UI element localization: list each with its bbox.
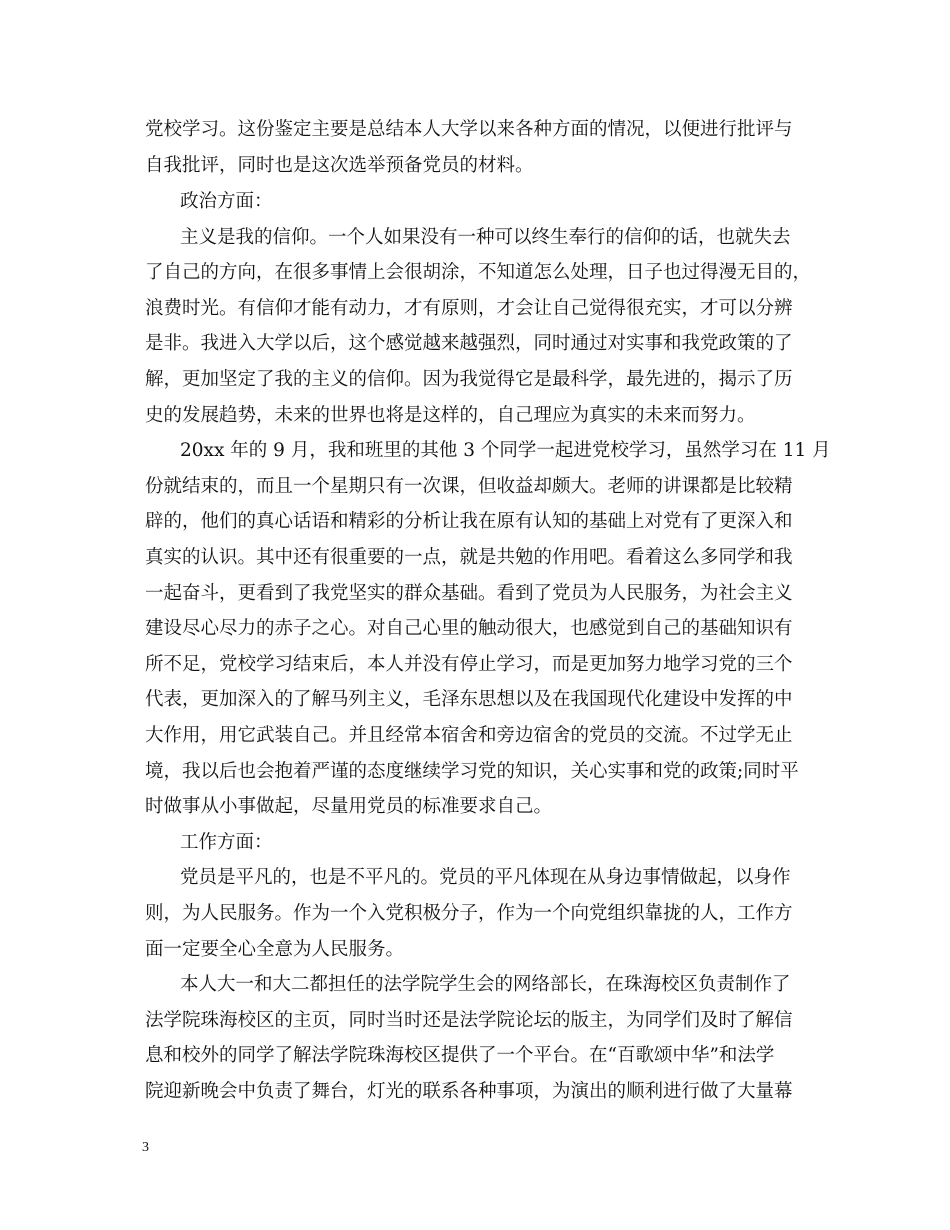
text-line: 党员是平凡的，也是不平凡的。党员的平凡体现在从身边事情做起，以身作	[180, 867, 791, 888]
text-line: 党校学习。这份鉴定主要是总结本人大学以来各种方面的情况，以便进行批评与	[145, 119, 793, 140]
text-line: 大作用，用它武装自己。并且经常本宿舍和旁边宿舍的党员的交流。不过学无止	[145, 725, 793, 746]
text-line: 主义是我的信仰。一个人如果没有一种可以终生奉行的信仰的话，也就失去	[180, 227, 791, 248]
text-line: 本人大一和大二都担任的法学院学生会的网络部长，在珠海校区负责制作了	[180, 974, 791, 995]
text-line: 所不足，党校学习结束后，本人并没有停止学习，而是更加努力地学习党的三个	[145, 654, 793, 675]
section-heading-work: 工作方面：	[180, 832, 273, 853]
text-line: 院迎新晚会中负责了舞台，灯光的联系各种事项，为演出的顺利进行做了大量幕	[145, 1081, 793, 1102]
text-line: 则，为人民服务。作为一个入党积极分子，作为一个向党组织靠拢的人，工作方	[145, 903, 793, 924]
page-number: 3	[142, 1140, 149, 1155]
text-line: 20xx 年的 9 月，我和班里的其他 3 个同学一起进党校学习，虽然学习在 11 月	[180, 440, 831, 461]
text-line: 建设尽心尽力的赤子之心。对自己心里的触动很大，也感觉到自己的基础知识有	[145, 618, 793, 639]
text-line: 份就结束的，而且一个星期只有一次课，但收益却颇大。老师的讲课都是比较精	[145, 476, 793, 497]
text-line: 辟的，他们的真心话语和精彩的分析让我在原有认知的基础上对党有了更深入和	[145, 511, 793, 532]
text-line: 境，我以后也会抱着严谨的态度继续学习党的知识，关心实事和党的政策;同时平	[145, 761, 799, 782]
section-heading-politics: 政治方面：	[180, 191, 273, 212]
text-line: 史的发展趋势，未来的世界也将是这样的，自己理应为真实的未来而努力。	[145, 405, 756, 426]
text-line: 时做事从小事做起，尽量用党员的标准要求自己。	[145, 796, 553, 817]
text-line: 代表，更加深入的了解马列主义，毛泽东思想以及在我国现代化建设中发挥的中	[145, 689, 793, 710]
text-line: 了自己的方向，在很多事情上会很胡涂，不知道怎么处理，日子也过得漫无目的，	[145, 262, 812, 283]
text-line: 息和校外的同学了解法学院珠海校区提供了一个平台。在“百歌颂中华”和法学	[145, 1045, 775, 1066]
text-line: 法学院珠海校区的主页，同时当时还是法学院论坛的版主，为同学们及时了解信	[145, 1010, 793, 1031]
text-line: 自我批评，同时也是这次选举预备党员的材料。	[145, 155, 534, 176]
text-line: 面一定要全心全意为人民服务。	[145, 939, 405, 960]
text-line: 浪费时光。有信仰才能有动力，才有原则，才会让自己觉得很充实，才可以分辨	[145, 298, 793, 319]
text-line: 一起奋斗，更看到了我党坚实的群众基础。看到了党员为人民服务，为社会主义	[145, 583, 793, 604]
text-line: 是非。我进入大学以后，这个感觉越来越强烈，同时通过对实事和我党政策的了	[145, 333, 793, 354]
text-line: 解，更加坚定了我的主义的信仰。因为我觉得它是最科学，最先进的，揭示了历	[145, 369, 793, 390]
text-line: 真实的认识。其中还有很重要的一点，就是共勉的作用吧。看着这么多同学和我	[145, 547, 793, 568]
